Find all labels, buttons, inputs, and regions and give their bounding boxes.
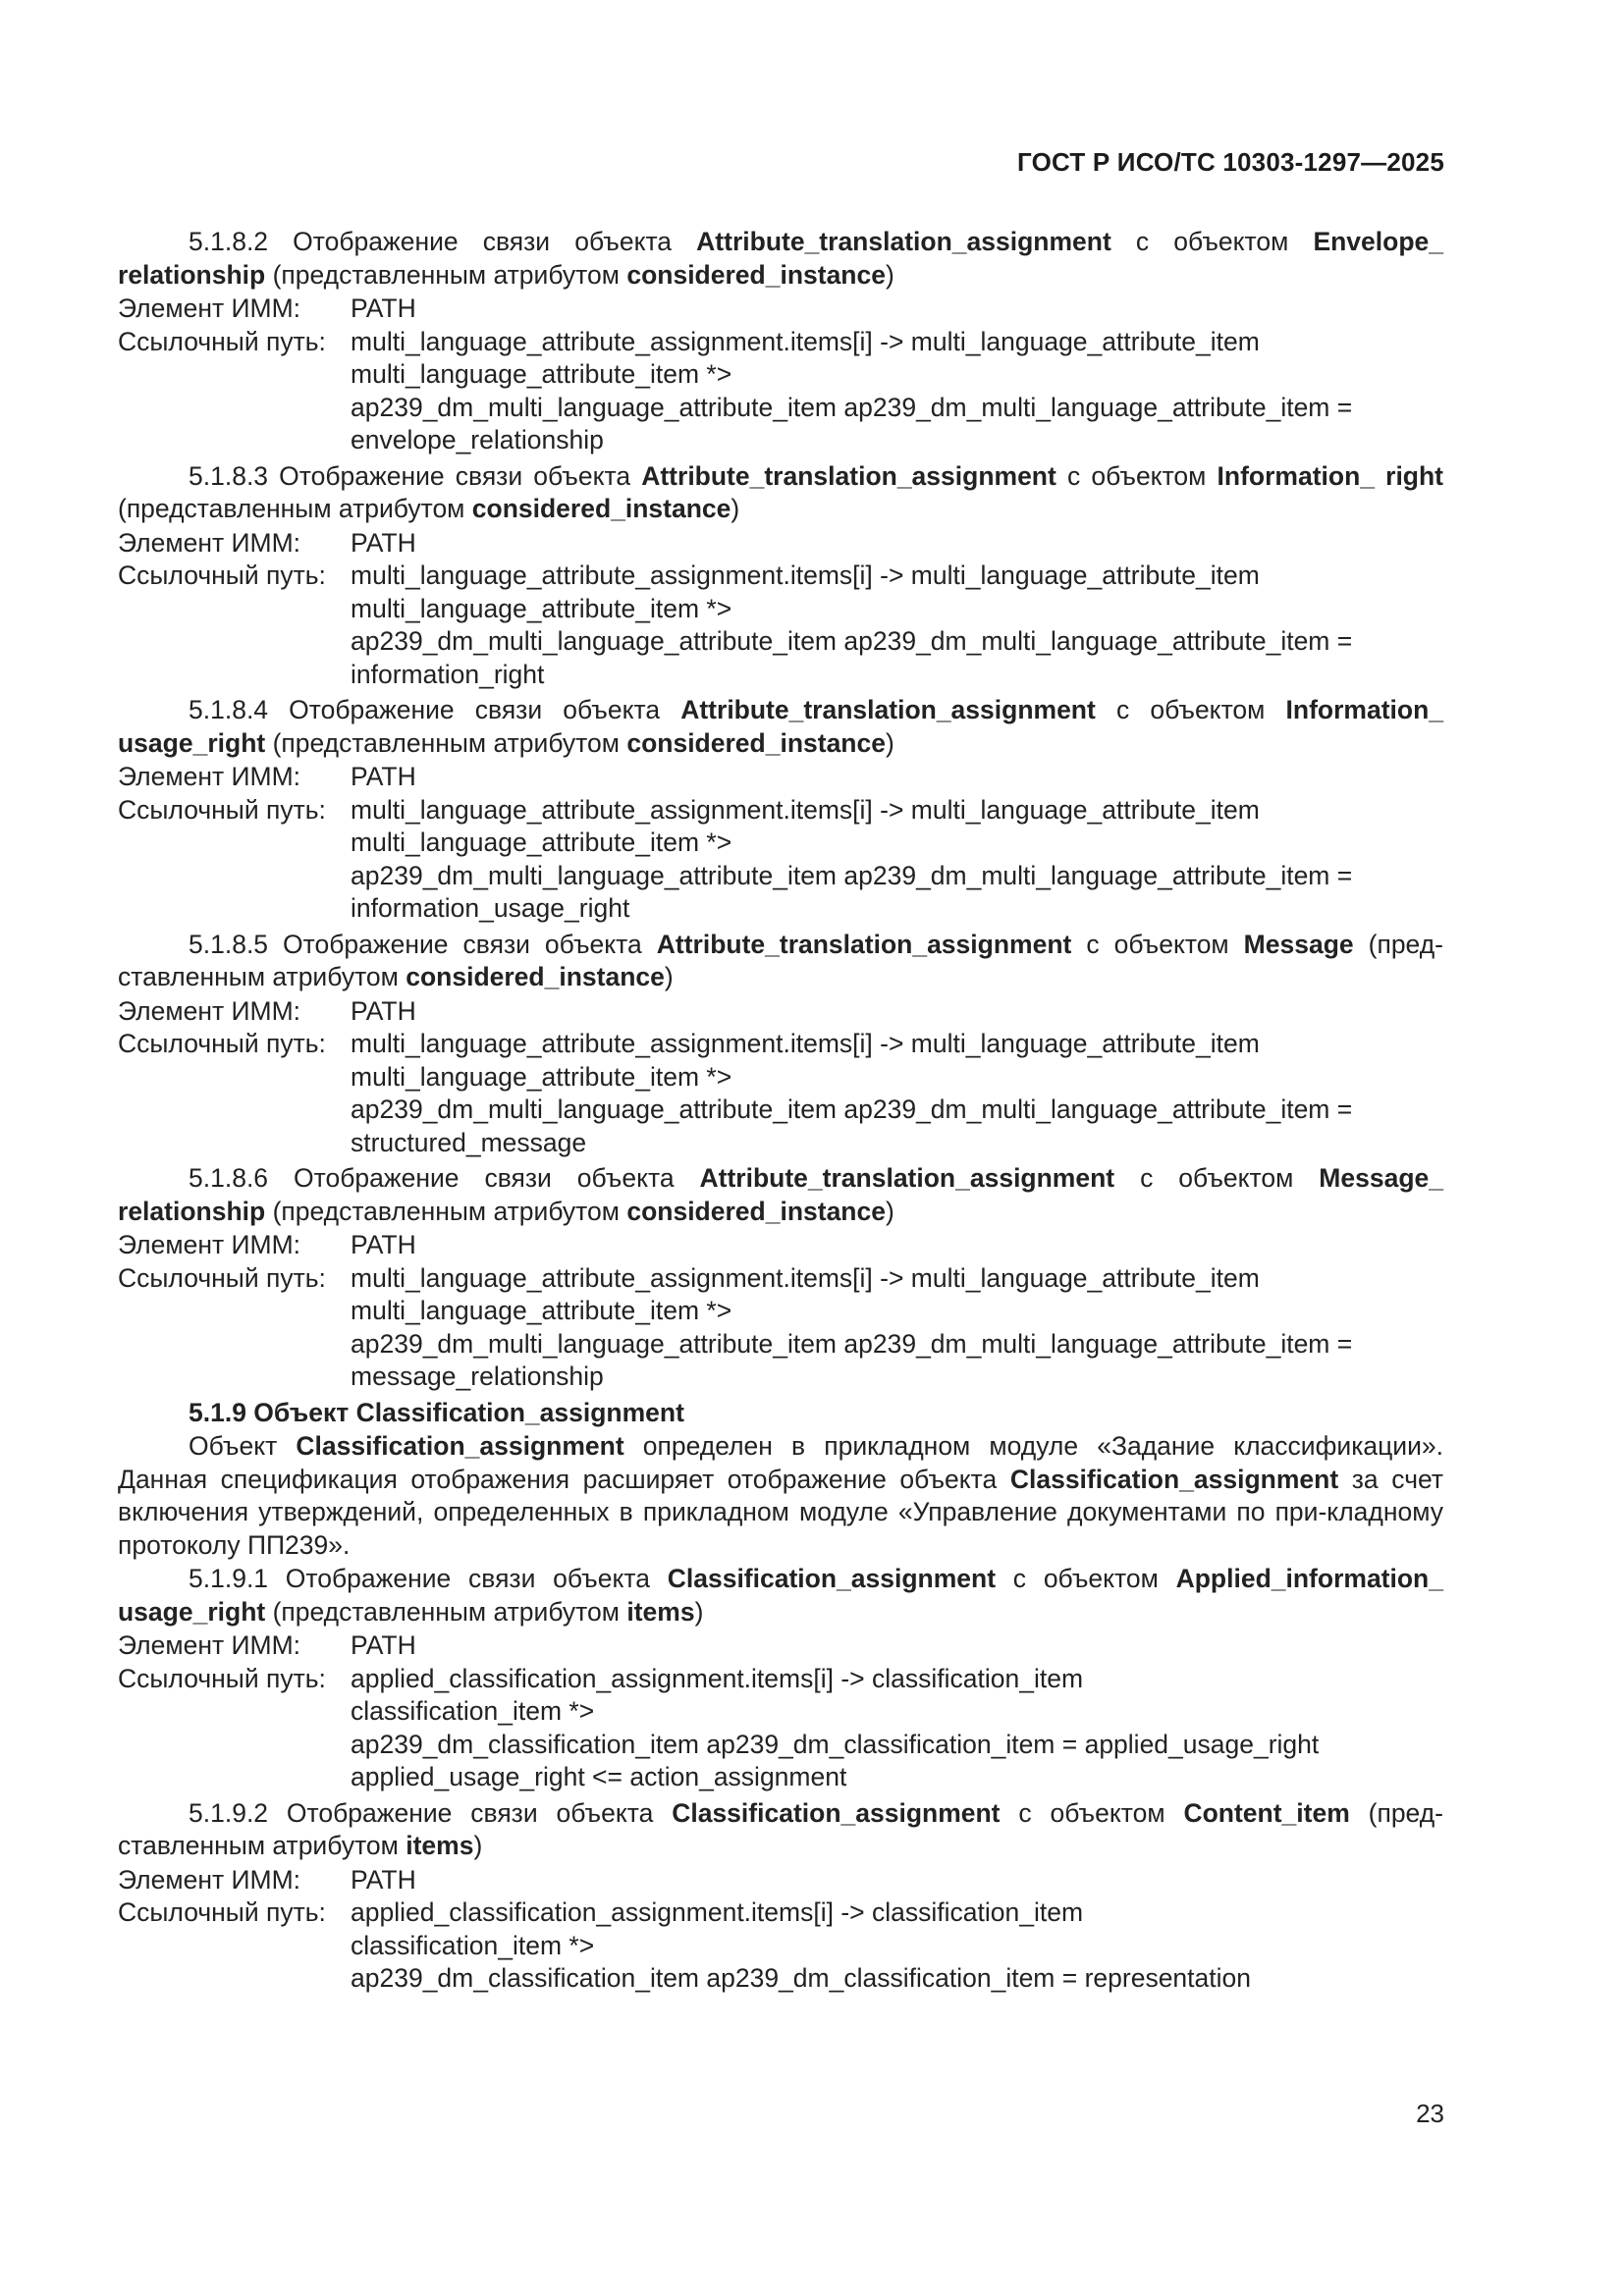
imm-row: Элемент ИММ: PATH <box>118 294 416 323</box>
section-heading: 5.1.9.1 Отображение связи объекта Classification_assignment с объектом Applied_information_ usage_right (представленным атрибутом items) <box>118 1564 1443 1627</box>
section-5-1-8-6 <box>118 1162 1443 1394</box>
ref-path-row: Ссылочный путь: applied_classification_assignment.items[i] -> classification_item classification_item *> ap239_dm_classification_item ap239_dm_classification_item = representation <box>118 1897 1251 1993</box>
section-heading: 5.1.8.2 Отображение связи объекта Attribute_translation_assignment с объектом Envelope_ relationship (представленным атрибутом considered_instance) <box>118 227 1443 290</box>
section-5-1-8-4 <box>118 694 1443 926</box>
ref-path-row: Ссылочный путь: applied_classification_assignment.items[i] -> classification_item classification_item *> ap239_dm_classification_item ap239_dm_classification_item = applied_usage_right applied_usage_right <= action_assignment <box>118 1663 1320 1791</box>
section-5-1-9-2 <box>118 1797 1443 1996</box>
page-number: 23 <box>1416 2099 1444 2128</box>
section-5-1-8-3 <box>118 460 1443 692</box>
imm-row: Элемент ИММ: PATH <box>118 1864 416 1895</box>
section-5-1-9-title: 5.1.9 Объект Classification_assignment <box>189 1397 684 1427</box>
section-heading: 5.1.8.5 Отображение связи объекта Attribute_translation_assignment с объектом Message (пред-ставленным атрибутом considered_instance) <box>118 929 1443 991</box>
ref-path-row: Ссылочный путь: multi_language_attribute_assignment.items[i] -> multi_language_attribute_item multi_language_attribute_item *> ap239_dm_multi_language_attribute_item ap239_dm_multi_language_attribute_item = information_right <box>118 561 1353 689</box>
section-heading: 5.1.8.4 Отображение связи объекта Attribute_translation_assignment с объектом Information_ usage_right (представленным атрибутом considered_instance) <box>118 695 1443 758</box>
section-5-1-8-5 <box>118 929 1443 1160</box>
standard-header: ГОСТ Р ИСО/ТС 10303-1297—2025 <box>1016 147 1444 177</box>
section-5-1-9-intro: Объект Classification_assignment определен в прикладном модуле «Задание классификации». Данная спецификация отображения расширяет отображение объекта Classification_assignment за счет включения утверждений, определенных в прикладном модуле «Управление документами по при-кладному протоколу ПП239». <box>118 1431 1443 1560</box>
section-5-1-9-1 <box>118 1563 1443 1794</box>
ref-path-row: Ссылочный путь: multi_language_attribute_assignment.items[i] -> multi_language_attribute_item multi_language_attribute_item *> ap239_dm_multi_language_attribute_item ap239_dm_multi_language_attribute_item = structured_message <box>118 1029 1353 1157</box>
section-5-1-8-2 <box>118 226 1443 457</box>
ref-path-row: Ссылочный путь: multi_language_attribute_assignment.items[i] -> multi_language_attribute_item multi_language_attribute_item *> ap239_dm_multi_language_attribute_item ap239_dm_multi_language_attribute_item = message_relationship <box>118 1262 1353 1391</box>
section-heading: 5.1.8.3 Отображение связи объекта Attribute_translation_assignment с объектом Information_ right (представленным атрибутом considered_instance) <box>118 460 1443 523</box>
imm-row: Элемент ИММ: PATH <box>118 1630 416 1660</box>
imm-row: Элемент ИММ: PATH <box>118 762 416 791</box>
section-heading: 5.1.8.6 Отображение связи объекта Attribute_translation_assignment с объектом Message_ relationship (представленным атрибутом considered_instance) <box>118 1163 1443 1226</box>
section-heading: 5.1.9.2 Отображение связи объекта Classification_assignment с объектом Content_item (пред-ставленным атрибутом items) <box>118 1797 1444 1860</box>
imm-row: Элемент ИММ: PATH <box>118 1230 416 1259</box>
imm-row: Элемент ИММ: PATH <box>118 527 416 558</box>
page-content <box>118 226 1443 1999</box>
ref-path-row: Ссылочный путь: multi_language_attribute_assignment.items[i] -> multi_language_attribute_item multi_language_attribute_item *> ap239_dm_multi_language_attribute_item ap239_dm_multi_language_attribute_item = information_usage_right <box>118 794 1353 923</box>
imm-row: Элемент ИММ: PATH <box>118 995 416 1026</box>
ref-path-row: Ссылочный путь: multi_language_attribute_assignment.items[i] -> multi_language_attribute_item multi_language_attribute_item *> ap239_dm_multi_language_attribute_item ap239_dm_multi_language_attribute_item = envelope_relationship <box>118 326 1353 454</box>
